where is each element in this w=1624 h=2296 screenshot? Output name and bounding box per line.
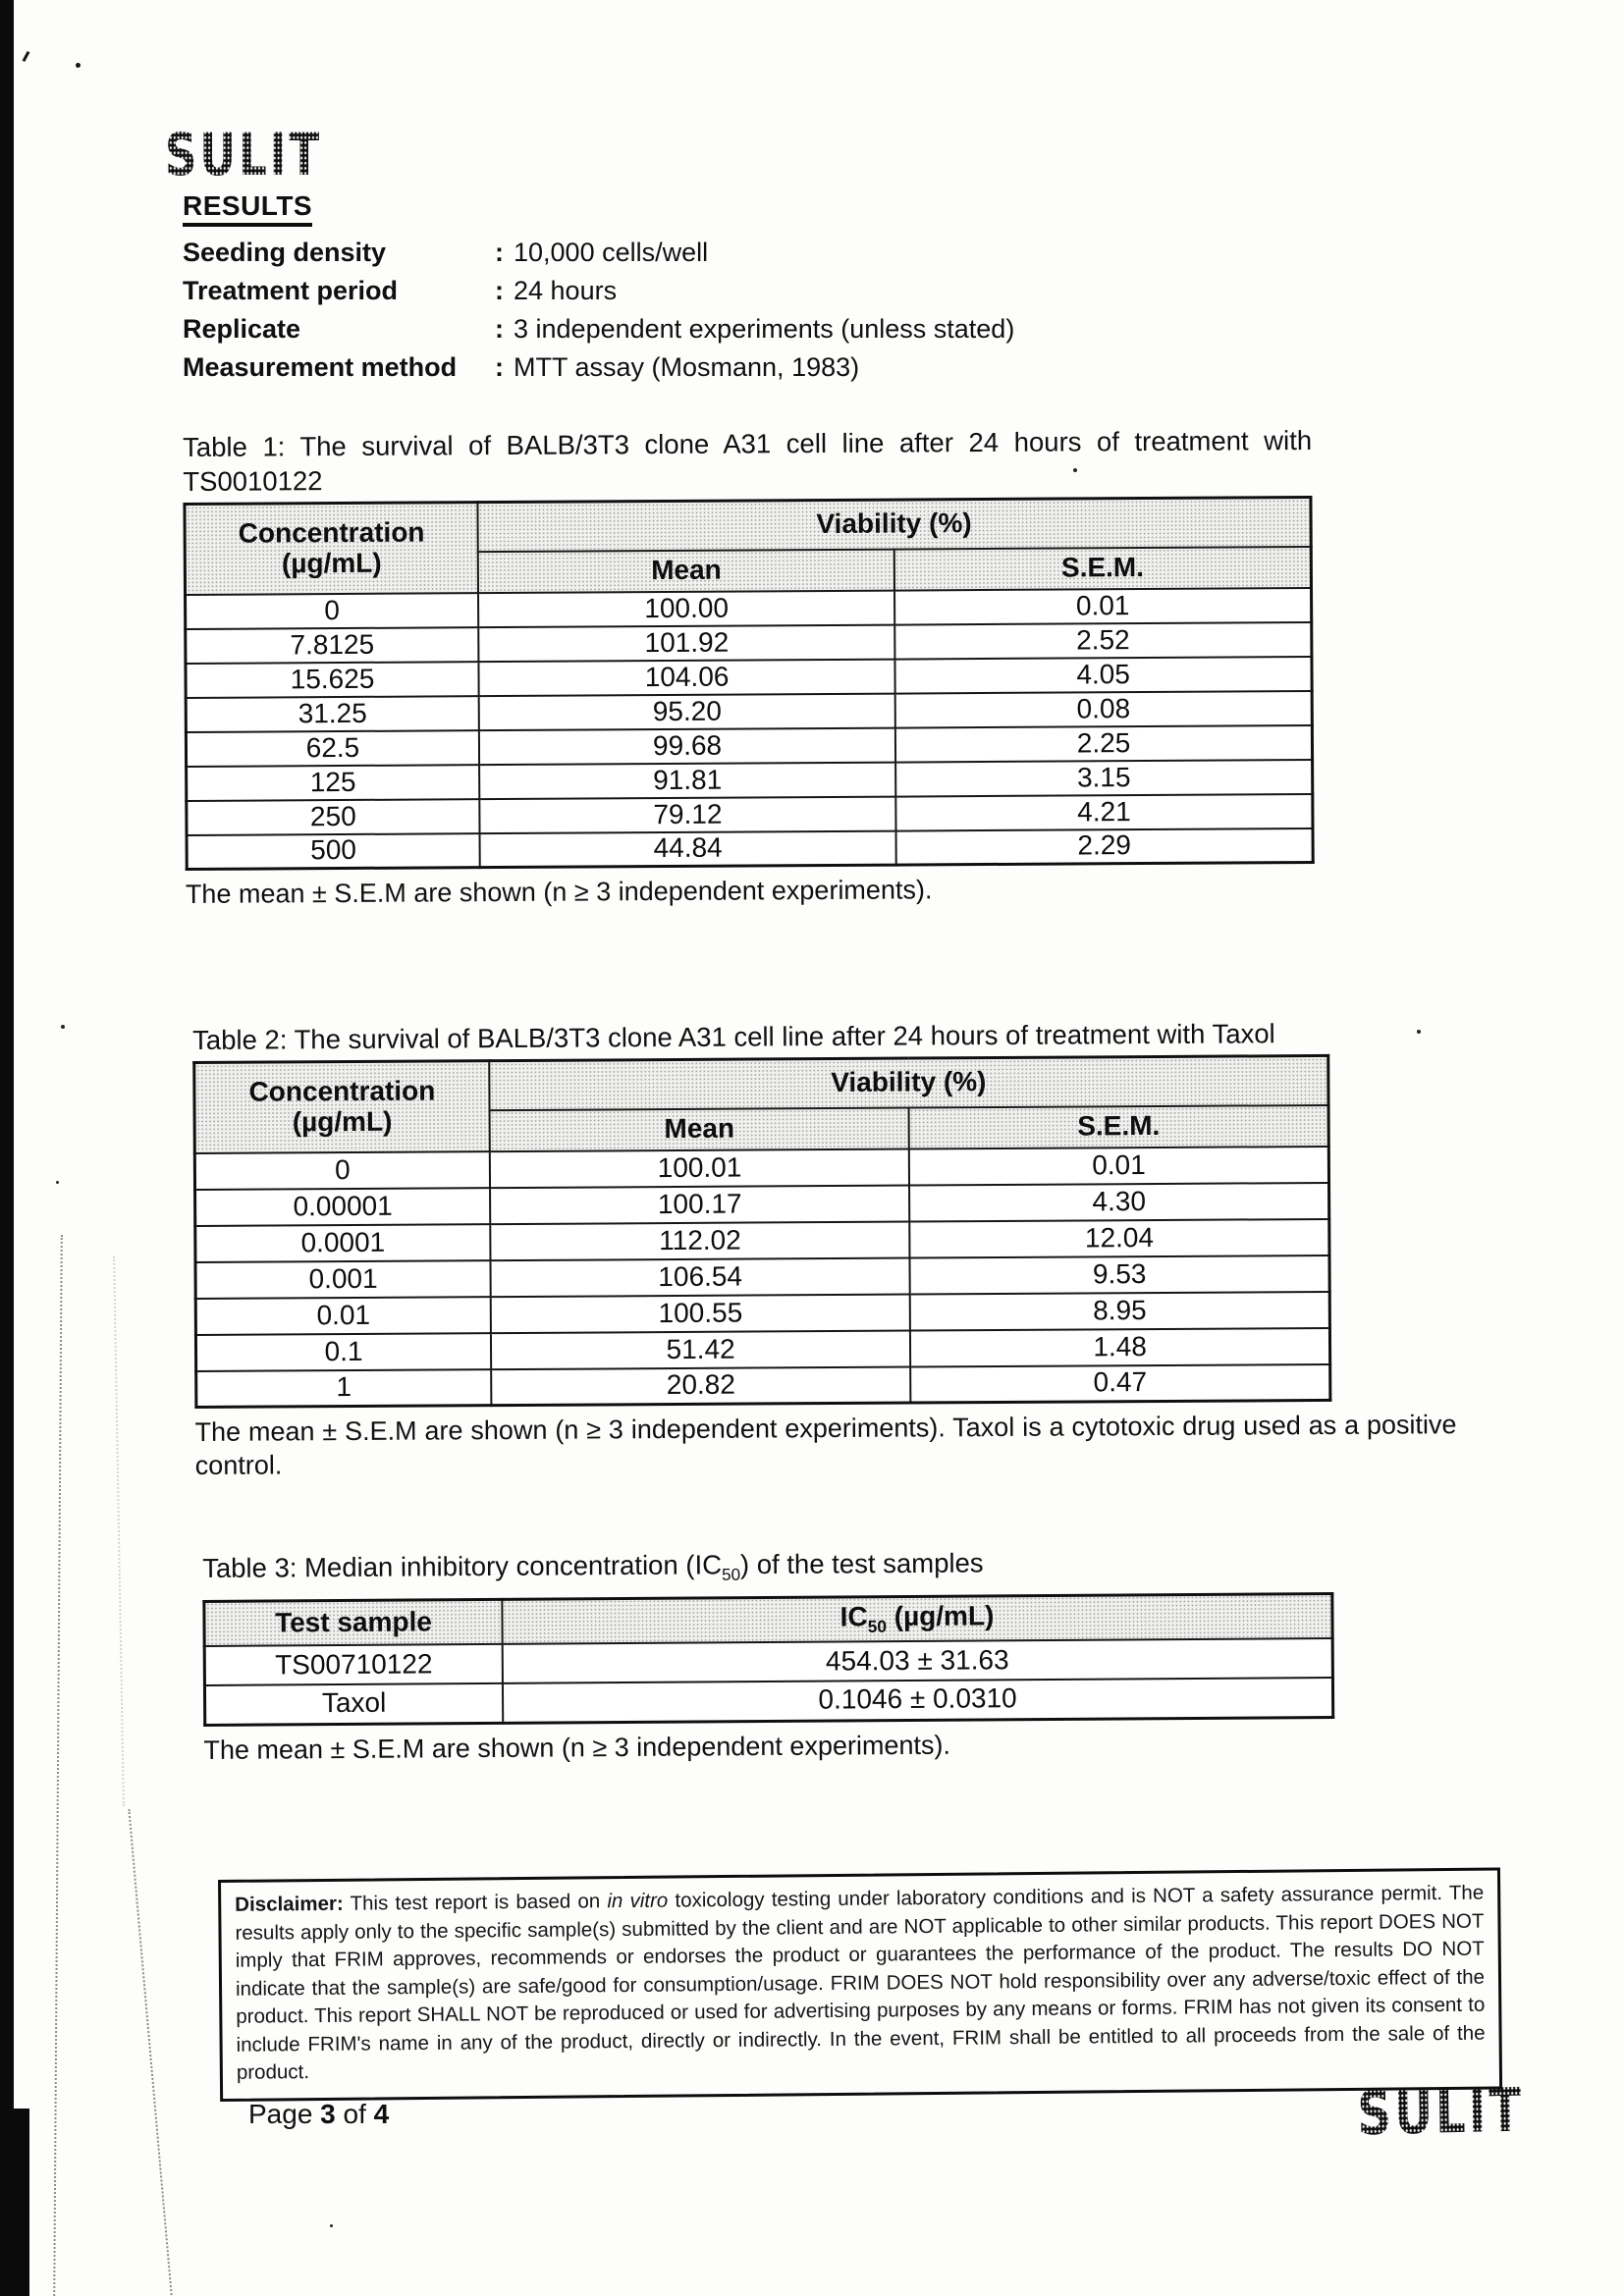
mean-cell: 100.01 xyxy=(490,1148,909,1188)
info-row-treatment-period xyxy=(183,272,1066,310)
mean-cell: 20.82 xyxy=(491,1366,910,1406)
table1-caption: Table 1: The survival of BALB/3T3 clone A31 cell line after 24 hours of treatment with TS0010122 xyxy=(183,424,1313,497)
mean-cell: 104.06 xyxy=(478,659,894,696)
concentration-cell: 0.00001 xyxy=(195,1188,491,1226)
mean-cell: 112.02 xyxy=(490,1221,909,1260)
page-number-text: of xyxy=(335,2099,374,2129)
info-value: 24 hours xyxy=(514,276,618,305)
mean-cell: 101.92 xyxy=(478,624,894,662)
info-colon: : xyxy=(495,276,504,305)
scan-speck xyxy=(330,2224,333,2227)
table2-caption: Table 2: The survival of BALB/3T3 clone A31 cell line after 24 hours of treatment with Taxol xyxy=(192,1018,1275,1055)
ic50-subscript: 50 xyxy=(867,1616,888,1636)
sem-cell: 2.29 xyxy=(896,828,1314,865)
page-number-current: 3 xyxy=(320,2099,336,2129)
sample-cell: TS00710122 xyxy=(204,1644,503,1685)
sem-cell: 4.21 xyxy=(895,793,1313,830)
info-label: Seeding density xyxy=(183,238,387,267)
scan-speck xyxy=(56,1181,59,1184)
table2-section xyxy=(192,1016,1457,1482)
scan-speck xyxy=(76,63,81,68)
concentration-cell: 1 xyxy=(196,1369,492,1408)
table3-note: The mean ± S.E.M are shown (n ≥ 3 independent experiments). xyxy=(203,1730,951,1765)
table-row xyxy=(187,828,1313,869)
table3-caption-subscript: 50 xyxy=(722,1565,741,1584)
table-row xyxy=(204,1678,1332,1725)
table1-header-concentration: Concentration (µg/mL) xyxy=(185,503,478,595)
table1-header-sem: S.E.M. xyxy=(894,546,1312,590)
info-row-measurement-method xyxy=(183,348,1066,387)
table3-header-ic50 xyxy=(502,1593,1332,1644)
mean-cell: 100.00 xyxy=(478,590,894,627)
sample-cell: Taxol xyxy=(204,1683,503,1725)
table2-header-sem: S.E.M. xyxy=(909,1104,1329,1148)
concentration-cell: 7.8125 xyxy=(186,627,479,664)
concentration-cell: 62.5 xyxy=(186,730,479,767)
ic50-text: IC xyxy=(839,1601,868,1632)
concentration-cell: 250 xyxy=(187,799,480,835)
info-row-seeding-density xyxy=(183,234,1066,272)
table3-header-sample: Test sample xyxy=(204,1599,503,1646)
table3-caption xyxy=(202,1542,1479,1596)
ic50-cell: 454.03 ± 31.63 xyxy=(503,1638,1333,1683)
scan-speck xyxy=(61,1025,65,1029)
disclaimer-label: Disclaimer: xyxy=(235,1892,344,1916)
concentration-cell: 0.01 xyxy=(195,1297,491,1335)
sem-cell: 1.48 xyxy=(910,1327,1329,1366)
results-heading: RESULTS xyxy=(183,190,312,227)
disclaimer-text: toxicology testing under laboratory conditions and is NOT a safety assurance permit. The results apply only to the specific sample(s) submitted by the client and are NOT applicable to other similar products. This report DOES NOT imply that FRIM approves, recommends or endorses the product or guarantees the performance of the product. The results DO NOT indicate that the sample(s) are safe/good for consumption/usage. FRIM DOES NOT hold responsibility over any adverse/toxic effect of the product. This report SHALL NOT be reproduced or used for advertising purposes by any means or forms. FRIM has not given its consent to include FRIM's name in any of the product, directly or indirectly. In the event, FRIM shall be entitled to all proceeds from the sale of the product. xyxy=(235,1881,1486,2084)
table3-caption-text: ) of the test samples xyxy=(739,1547,984,1580)
concentration-cell: 0 xyxy=(194,1151,490,1190)
sulit-stamp-bottom: SULIT xyxy=(1357,2075,1525,2150)
sem-cell: 9.53 xyxy=(910,1255,1329,1294)
table1-section xyxy=(183,423,1315,911)
mean-cell: 79.12 xyxy=(479,796,895,833)
concentration-cell: 125 xyxy=(187,765,480,801)
sem-cell: 4.30 xyxy=(909,1182,1328,1221)
mean-cell: 106.54 xyxy=(490,1257,909,1297)
sem-cell: 0.01 xyxy=(894,587,1312,624)
table2-header-concentration: Concentration (µg/mL) xyxy=(194,1061,490,1153)
sem-cell: 4.05 xyxy=(895,656,1313,693)
info-colon: : xyxy=(495,314,504,344)
scan-margin-artifact xyxy=(128,1809,172,2295)
info-colon: : xyxy=(495,238,504,267)
sem-cell: 0.08 xyxy=(895,690,1313,727)
page-number-text: Page xyxy=(248,2099,321,2129)
mean-cell: 91.81 xyxy=(479,762,895,799)
sem-cell: 0.01 xyxy=(909,1146,1328,1185)
sem-cell: 2.52 xyxy=(894,621,1312,659)
concentration-cell: 31.25 xyxy=(186,696,479,732)
table2-note: The mean ± S.E.M are shown (n ≥ 3 independent experiments). Taxol is a cytotoxic drug used as a positive control. xyxy=(194,1410,1457,1480)
sem-cell: 12.04 xyxy=(909,1218,1328,1257)
scan-margin-artifact xyxy=(113,1256,125,1806)
sem-cell: 2.25 xyxy=(895,724,1313,762)
table2-header-viability: Viability (%) xyxy=(489,1055,1328,1109)
concentration-cell: 500 xyxy=(187,833,480,870)
table2-header-mean: Mean xyxy=(490,1107,909,1151)
info-value: 10,000 cells/well xyxy=(514,238,709,267)
ic50-text: (µg/mL) xyxy=(886,1600,995,1632)
table1-note: The mean ± S.E.M are shown (n ≥ 3 independent experiments). xyxy=(185,875,933,909)
info-label: Replicate xyxy=(183,314,301,344)
info-value: 3 independent experiments (unless stated) xyxy=(514,314,1015,344)
scan-speck xyxy=(23,51,30,62)
mean-cell: 100.55 xyxy=(491,1294,910,1333)
disclaimer-italic-text: in vitro xyxy=(607,1889,669,1913)
scan-margin-artifact xyxy=(53,1235,63,2296)
table1-header-viability: Viability (%) xyxy=(477,497,1311,551)
sem-cell: 3.15 xyxy=(895,759,1313,796)
concentration-cell: 15.625 xyxy=(186,662,479,698)
info-label: Measurement method xyxy=(183,352,458,382)
concentration-cell: 0.001 xyxy=(195,1260,491,1299)
mean-cell: 95.20 xyxy=(479,693,895,730)
info-label: Treatment period xyxy=(183,276,399,305)
page-number xyxy=(248,2099,389,2130)
results-info-block xyxy=(183,234,1066,387)
mean-cell: 44.84 xyxy=(479,830,895,868)
table-row xyxy=(196,1363,1330,1407)
sulit-stamp-top: SULIT xyxy=(165,120,323,189)
sem-cell: 8.95 xyxy=(910,1291,1329,1330)
sem-cell: 0.47 xyxy=(910,1363,1329,1403)
page-number-total: 4 xyxy=(373,2099,390,2129)
scan-edge-bar-bottom xyxy=(0,2109,29,2296)
mean-cell: 100.17 xyxy=(490,1185,909,1224)
concentration-cell: 0 xyxy=(186,593,479,629)
mean-cell: 51.42 xyxy=(491,1330,910,1369)
info-colon: : xyxy=(495,352,504,382)
table1-header-mean: Mean xyxy=(478,549,895,593)
disclaimer-box xyxy=(218,1867,1502,2101)
scan-edge-bar xyxy=(0,0,14,2296)
table3-caption-text: Table 3: Median inhibitory concentration (IC xyxy=(202,1549,723,1583)
disclaimer-text: This test report is based on xyxy=(343,1890,608,1915)
table2 xyxy=(192,1054,1331,1409)
concentration-cell: 0.0001 xyxy=(195,1224,491,1262)
ic50-cell: 0.1046 ± 0.0310 xyxy=(503,1678,1333,1723)
table3 xyxy=(202,1591,1334,1726)
info-value: MTT assay (Mosmann, 1983) xyxy=(514,352,860,382)
table1 xyxy=(183,496,1314,871)
concentration-cell: 0.1 xyxy=(195,1333,491,1371)
mean-cell: 99.68 xyxy=(479,727,895,765)
table3-section xyxy=(202,1543,1335,1767)
info-row-replicate xyxy=(183,310,1066,348)
